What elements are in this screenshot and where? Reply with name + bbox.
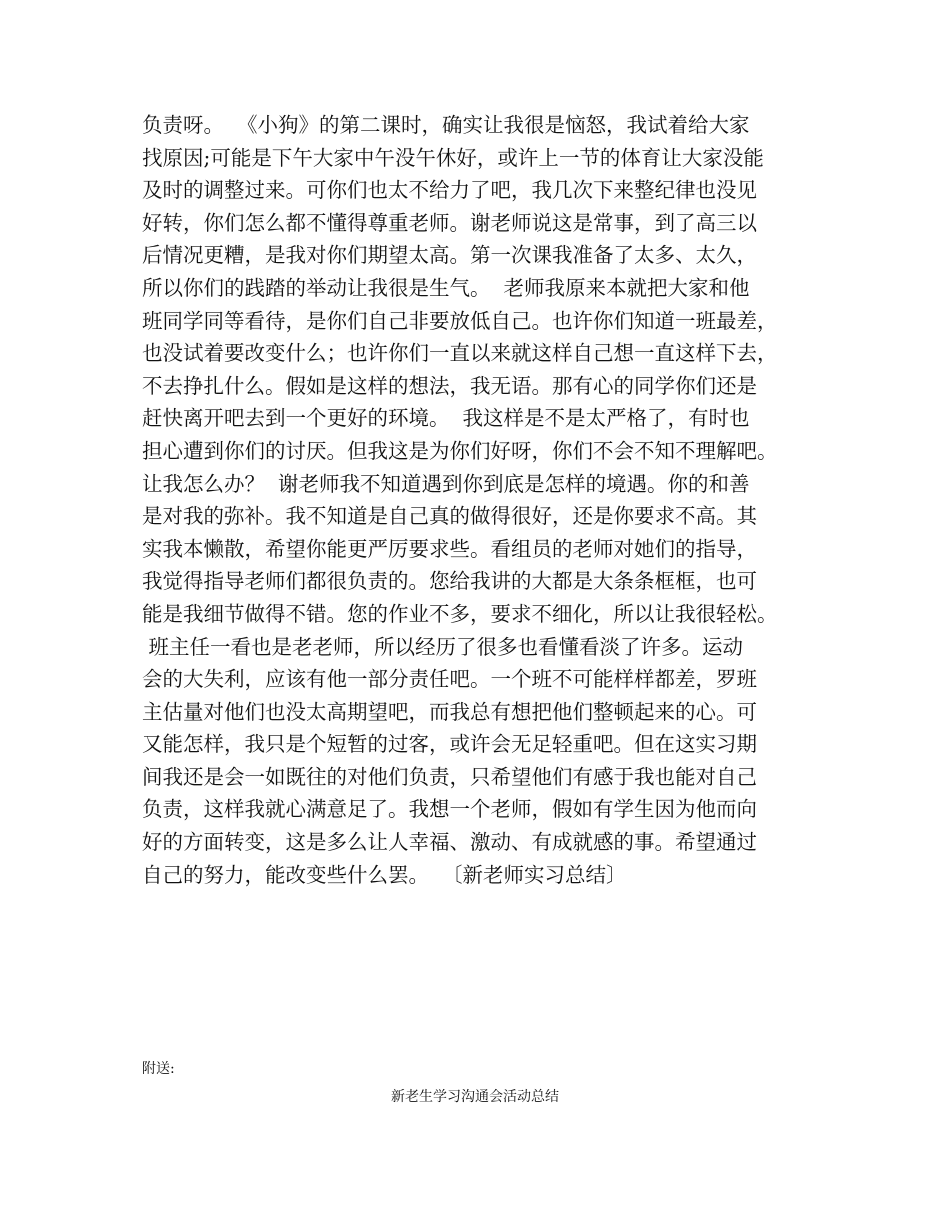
text-line: 担心遭到你们的讨厌。但我这是为你们好呀，你们不会不知不理解吧。 <box>142 438 778 463</box>
text-line: 也没试着要改变什么；也许你们一直以来就这样自己想一直这样下去， <box>142 341 778 366</box>
text-line: 后情况更糟，是我对你们期望太高。第一次课我准备了太多、太久， <box>142 243 757 268</box>
body-text <box>142 109 822 891</box>
text-line: 负责，这样我就心满意足了。我想一个老师，假如有学生因为他而向 <box>142 797 757 822</box>
text-line: 又能怎样，我只是个短暂的过客，或许会无足轻重吧。但在这实习期 <box>142 732 757 757</box>
text-line: 会的大失利，应该有他一部分责任吧。一个班不可能样样都差，罗班 <box>142 667 757 692</box>
appendix-label: 附送: <box>142 1061 175 1077</box>
text-line: 负责呀。 《小狗》的第二课时，确实让我很是恼怒，我试着给大家 <box>142 113 750 137</box>
text-line: 赶快离开吧去到一个更好的环境。 我这样是不是太严格了，有时也 <box>142 406 750 431</box>
text-line: 及时的调整过来。可你们也太不给力了吧，我几次下来整纪律也没见 <box>142 178 757 203</box>
text-line: 实我本懒散，希望你能更严厉要求些。看组员的老师对她们的指导， <box>142 536 757 561</box>
text-line: 好的方面转变，这是多么让人幸福、激动、有成就感的事。希望通过 <box>142 830 757 855</box>
text-line: 找原因;可能是下午大家中午没午休好，或许上一节的体育让大家没能 <box>142 145 764 170</box>
text-line: 让我怎么办？ 谢老师我不知道遇到你到底是怎样的境遇。你的和善 <box>142 471 750 496</box>
text-line: 班同学同等看待，是你们自己非要放低自己。也许你们知道一班最差， <box>142 308 778 333</box>
text-line: 我觉得指导老师们都很负责的。您给我讲的大都是大条条框框，也可 <box>142 569 757 594</box>
text-line: 是对我的弥补。我不知道是自己真的做得很好，还是你要求不高。其 <box>142 504 757 529</box>
appendix-title: 新老生学习沟通会活动总结 <box>391 1089 559 1105</box>
text-line: 好转，你们怎么都不懂得尊重老师。谢老师说这是常事，到了高三以 <box>142 210 757 235</box>
text-line: 班主任一看也是老老师，所以经历了很多也看懂看淡了许多。运动 <box>142 634 744 659</box>
text-line: 所以你们的践踏的举动让我很是生气。 老师我原来本就把大家和他 <box>142 275 750 300</box>
text-line: 间我还是会一如既往的对他们负责，只希望他们有感于我也能对自己 <box>142 764 757 789</box>
text-line: 自己的努力，能改变些什么罢。 〔新老师实习总结〕 <box>142 862 627 887</box>
text-line: 主估量对他们也没太高期望吧，而我总有想把他们整顿起来的心。可 <box>142 699 757 724</box>
text-line: 能是我细节做得不错。您的作业不多，要求不细化，所以让我很轻松。 <box>142 601 778 626</box>
text-line: 不去挣扎什么。假如是这样的想法，我无语。那有心的同学你们还是 <box>142 373 757 398</box>
